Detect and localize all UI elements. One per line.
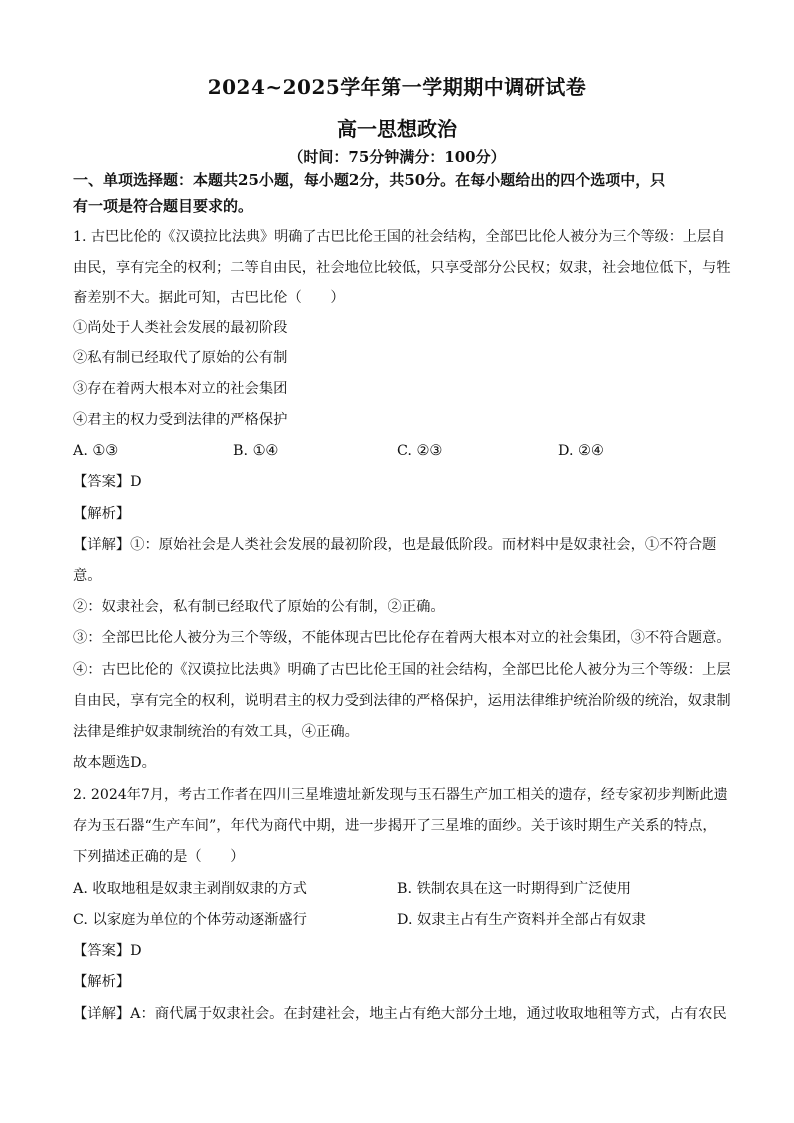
q2-stem-line1: 2. 2024年7月，考古工作者在四川三星堆遗址新发现与玉石器生产加工相关的遗存，经专家初步判断此遗 xyxy=(73,787,728,803)
q2-option-a: A. 收取地租是奴隶主剥削奴隶的方式 xyxy=(73,881,307,897)
q1-conclusion: 故本题选D。 xyxy=(73,755,156,771)
q1-option-c: C. ②③ xyxy=(397,443,443,459)
q1-detail-line: ③：全部巴比伦人被分为三个等级，不能体现古巴比伦存在着两大根本对立的社会集团，③不符合题意。 xyxy=(73,630,731,646)
section-heading-line1: 一、单项选择题：本题共25小题，每小题2分，共50分。在每小题给出的四个选项中，只 xyxy=(73,171,666,189)
q1-detail-line: ②：奴隶社会，私有制已经取代了原始的公有制，②正确。 xyxy=(73,599,445,615)
q1-stem-line1: 1. 古巴比伦的《汉谟拉比法典》明确了古巴比伦王国的社会结构，全部巴比伦人被分为三个等级：上层自 xyxy=(73,229,726,245)
exam-title: 2024~2025学年第一学期期中调研试卷 xyxy=(207,75,587,99)
q2-option-c: C. 以家庭为单位的个体劳动逐渐盛行 xyxy=(73,912,307,928)
q1-stem-line2: 由民，享有完全的权利；二等自由民，社会地位比较低，只享受部分公民权；奴隶，社会地位低下，与牲 xyxy=(73,260,731,276)
section-heading-line2: 有一项是符合题目要求的。 xyxy=(73,197,254,215)
q1-option-a: A. ①③ xyxy=(73,443,119,459)
q1-statement: ①尚处于人类社会发展的最初阶段 xyxy=(73,320,288,336)
q1-detail-line: ④：古巴比伦的《汉谟拉比法典》明确了古巴比伦王国的社会结构，全部巴比伦人被分为三个等级：上层 xyxy=(73,662,731,678)
q2-stem-line2: 存为玉石器“生产车间”，年代为商代中期，进一步揭开了三星堆的面纱。关于该时期生产关系的特点， xyxy=(73,818,717,834)
exam-subject: 高一思想政治 xyxy=(337,117,457,141)
q1-option-b: B. ①④ xyxy=(233,443,279,459)
q1-detail-line: 法律是维护奴隶制统治的有效工具，④正确。 xyxy=(73,724,359,740)
q2-answer: 【答案】D xyxy=(73,943,142,959)
q1-analysis-label: 【解析】 xyxy=(73,506,131,522)
q1-answer: 【答案】D xyxy=(73,474,142,490)
exam-time-info: （时间：75分钟满分：100分） xyxy=(288,148,506,166)
q1-stem-line3: 畜差别不大。据此可知，古巴比伦（ ） xyxy=(73,290,345,306)
q1-detail-line: 【详解】①：原始社会是人类社会发展的最初阶段，也是最低阶段。而材料中是奴隶社会，①不符合题 xyxy=(73,537,717,553)
q2-analysis-label: 【解析】 xyxy=(73,974,131,990)
q1-detail-line: 自由民，享有完全的权利，说明君主的权力受到法律的严格保护，运用法律维护统治阶级的统治，奴隶制 xyxy=(73,693,731,709)
q1-statement: ②私有制已经取代了原始的公有制 xyxy=(73,350,288,366)
q1-option-d: D. ②④ xyxy=(558,443,604,459)
q2-option-b: B. 铁制农具在这一时期得到广泛使用 xyxy=(397,881,632,897)
q2-detail-line: 【详解】A：商代属于奴隶社会。在封建社会，地主占有绝大部分土地，通过收取地租等方式，占有农民 xyxy=(73,1006,727,1022)
q1-statement: ③存在着两大根本对立的社会集团 xyxy=(73,381,288,397)
q1-detail-line: 意。 xyxy=(73,568,102,584)
q1-statement: ④君主的权力受到法律的严格保护 xyxy=(73,412,288,428)
q2-stem-line3: 下列描述正确的是（ ） xyxy=(73,849,245,865)
q2-option-d: D. 奴隶主占有生产资料并全部占有奴隶 xyxy=(397,912,646,928)
